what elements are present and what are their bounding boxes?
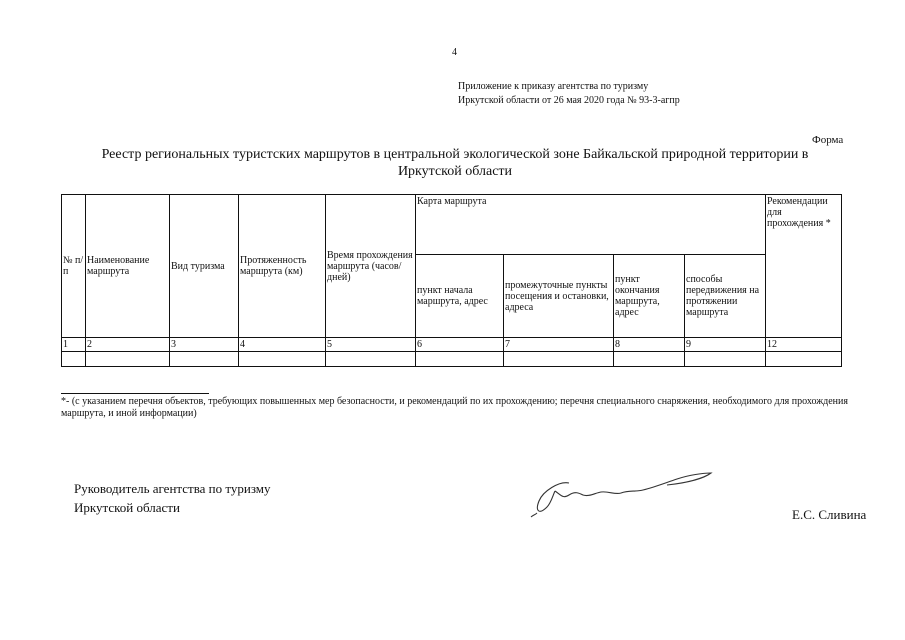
appendix-note xyxy=(458,80,680,108)
title-line-1: Реестр региональных туристских маршрутов в центральной экологической зоне Байкальской природной территории в xyxy=(101,147,809,162)
handwritten-signature xyxy=(525,465,725,525)
column-number: 2 xyxy=(86,338,170,352)
header-start-point: пункт начала маршрута, адрес xyxy=(416,255,504,338)
footnote: *- (с указанием перечня объектов, требующих повышенных мер безопасности, и рекомендаций по их прохождению; перечня специального снаряжения, необходимого для прохождения маршрута, и иной информации) xyxy=(61,396,848,419)
signer-name: Е.С. Сливина xyxy=(792,507,867,522)
header-transport: способы передвижения на протяжении маршрута xyxy=(685,255,766,338)
column-number: 1 xyxy=(62,338,86,352)
column-number: 7 xyxy=(504,338,614,352)
footnote-divider xyxy=(61,393,209,394)
column-number: 9 xyxy=(685,338,766,352)
position-line-1: Руководитель агентства по туризму xyxy=(74,481,271,496)
header-recommendations: Рекомендации для прохождения * xyxy=(766,195,842,338)
column-number: 12 xyxy=(766,338,842,352)
title-line-2: Иркутской области xyxy=(397,164,513,179)
column-number: 4 xyxy=(239,338,326,352)
registry-table xyxy=(61,194,842,367)
column-number: 8 xyxy=(614,338,685,352)
page-number: 4 xyxy=(452,47,457,58)
header-end-point: пункт окончания маршрута, адрес xyxy=(614,255,685,338)
header-route-map: Карта маршрута xyxy=(416,195,766,255)
column-number: 5 xyxy=(326,338,416,352)
appendix-line-2: Иркутской области от 26 мая 2020 года № 93-3-агпр xyxy=(458,95,680,106)
appendix-line-1: Приложение к приказу агентства по туризму xyxy=(458,81,649,92)
header-route-name: Наименование маршрута xyxy=(86,195,170,338)
header-num: № п/п xyxy=(62,195,86,338)
form-label: Форма xyxy=(812,134,844,146)
position-line-2: Иркутской области xyxy=(74,500,180,515)
signatory-position xyxy=(74,479,271,517)
table-row-empty xyxy=(62,352,842,367)
document-title xyxy=(60,146,850,180)
header-route-duration: Время прохождения маршрута (часов/дней) xyxy=(326,195,416,338)
header-intermediate-points: промежуточные пункты посещения и остановки, адреса xyxy=(504,255,614,338)
column-number: 6 xyxy=(416,338,504,352)
numbering-row xyxy=(62,338,842,352)
header-tourism-type: Вид туризма xyxy=(170,195,239,338)
column-number: 3 xyxy=(170,338,239,352)
header-route-length: Протяженность маршрута (км) xyxy=(239,195,326,338)
